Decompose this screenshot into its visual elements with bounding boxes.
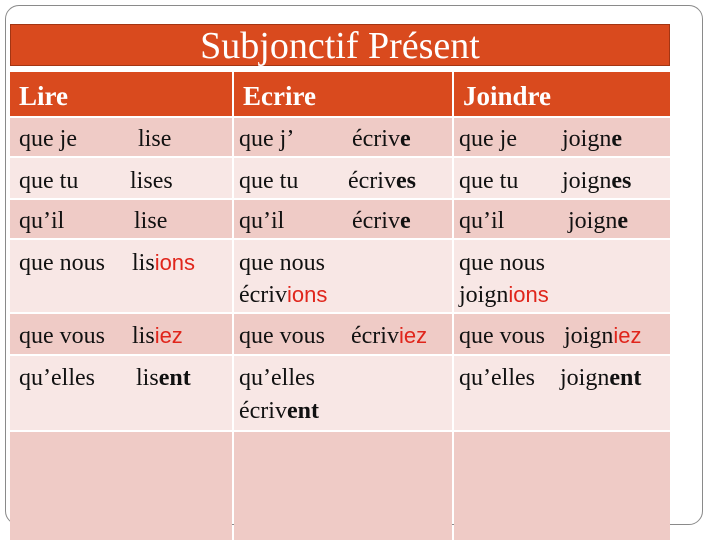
verb-form: lisiez bbox=[132, 323, 183, 349]
verb-form: écrivent bbox=[239, 398, 319, 424]
verb-form: joigne bbox=[562, 126, 622, 152]
verb-form: lise bbox=[138, 126, 172, 152]
table-row-empty bbox=[10, 432, 232, 540]
pronoun: que vous bbox=[19, 323, 105, 349]
verb-form: lisent bbox=[136, 365, 191, 391]
verb-form: écrive bbox=[352, 126, 411, 152]
slide-title: Subjonctif Présent bbox=[10, 24, 670, 66]
verb-form: joignes bbox=[562, 168, 632, 194]
pronoun: qu’il bbox=[459, 208, 505, 234]
verb-header-ecrire: Ecrire bbox=[234, 72, 452, 116]
verb-form: écrives bbox=[348, 168, 416, 194]
pronoun: qu’elles bbox=[459, 365, 535, 391]
pronoun: qu’elles bbox=[239, 365, 315, 391]
pronoun: que je bbox=[459, 126, 517, 152]
pronoun: que vous bbox=[239, 323, 325, 349]
pronoun: qu’elles bbox=[19, 365, 95, 391]
pronoun: que tu bbox=[19, 168, 79, 194]
verb-form: lises bbox=[130, 168, 173, 194]
verb-form: lisions bbox=[132, 250, 196, 276]
pronoun: que nous bbox=[19, 250, 105, 276]
pronoun: que tu bbox=[459, 168, 519, 194]
pronoun: qu’il bbox=[239, 208, 285, 234]
verb-form: joigniez bbox=[564, 323, 642, 349]
pronoun: que nous bbox=[459, 250, 545, 276]
column-ecrire bbox=[234, 72, 452, 540]
conjugation-table bbox=[10, 72, 670, 540]
column-joindre bbox=[454, 72, 670, 540]
pronoun: que vous bbox=[459, 323, 545, 349]
verb-form: écriviez bbox=[351, 323, 428, 349]
pronoun: que tu bbox=[239, 168, 299, 194]
table-row-empty bbox=[234, 432, 452, 540]
verb-header-lire: Lire bbox=[10, 72, 232, 116]
verb-form: lise bbox=[134, 208, 168, 234]
pronoun: que je bbox=[19, 126, 77, 152]
verb-form: joignions bbox=[459, 282, 549, 308]
verb-form: écrive bbox=[352, 208, 411, 234]
column-lire bbox=[10, 72, 232, 540]
pronoun: que nous bbox=[239, 250, 325, 276]
table-row-empty bbox=[454, 432, 670, 540]
verb-header-joindre: Joindre bbox=[454, 72, 670, 116]
verb-form: joigne bbox=[568, 208, 628, 234]
pronoun: que j’ bbox=[239, 126, 295, 152]
verb-form: écrivions bbox=[239, 282, 328, 308]
verb-form: joignent bbox=[560, 365, 642, 391]
pronoun: qu’il bbox=[19, 208, 65, 234]
